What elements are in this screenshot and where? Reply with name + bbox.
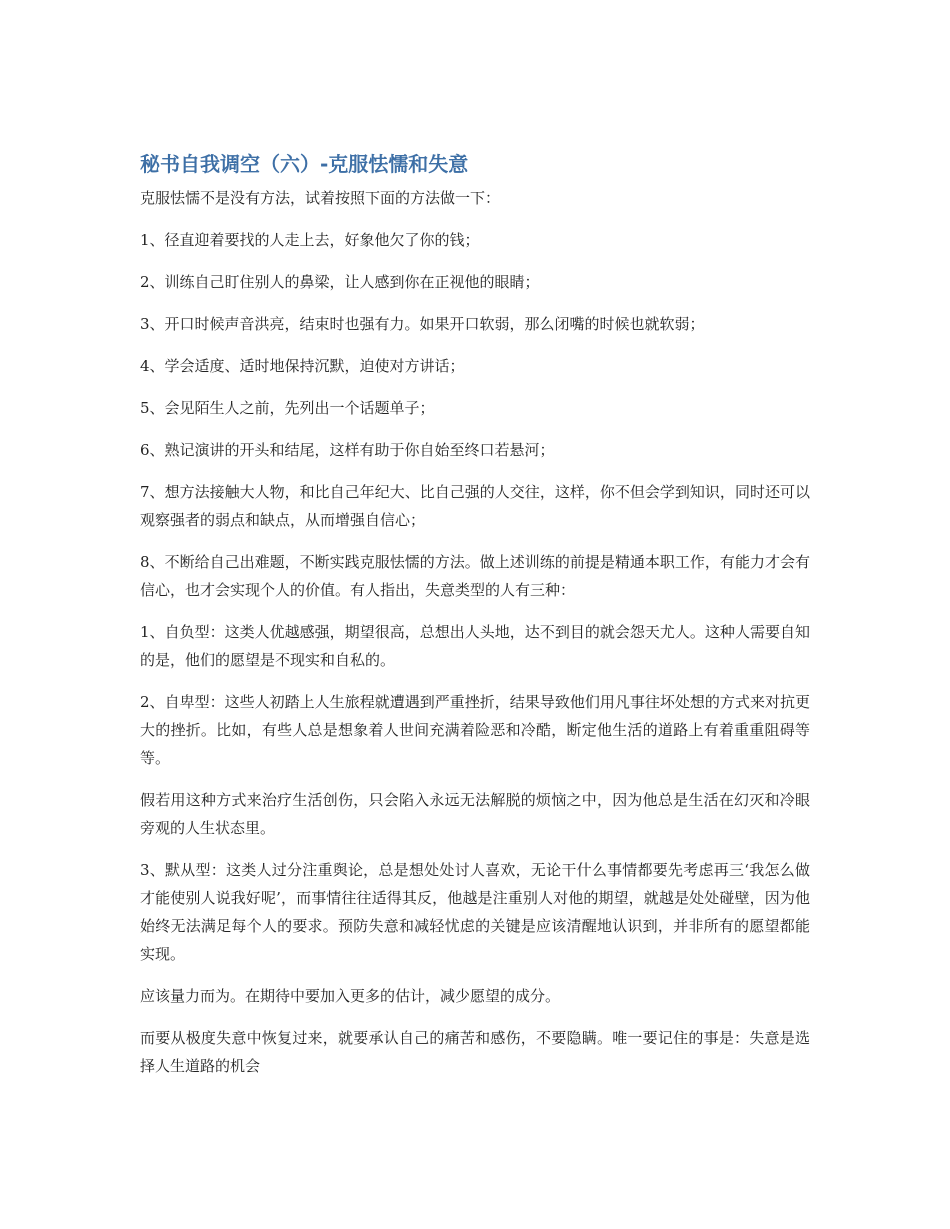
paragraph-inferior-note: 假若用这种方式来治疗生活创伤，只会陷入永远无法解脱的烦恼之中，因为他总是生活在幻灭和冷眼旁观的人生状态里。 — [140, 791, 810, 837]
document-title: 秘书自我调空（六）-克服怯懦和失意 — [140, 152, 469, 176]
paragraph-type-conformist: 3、默从型：这类人过分注重舆论，总是想处处讨人喜欢，无论干什么事情都要先考虑再三‘我怎么做才能使别人说我好呢’，而事情往往适得其反，他越是注重别人对他的期望，就越是处处碰壁，因为他始终无法满足每个人的要求。预防失意和减轻忧虑的关键是应该清醒地认识到，并非所有的愿望都能实现。 — [140, 861, 810, 963]
paragraph-tip-2: 2、训练自己盯住别人的鼻梁，让人感到你在正视他的眼睛； — [140, 273, 540, 291]
paragraph-tip-7: 7、想方法接触大人物，和比自己年纪大、比自己强的人交往，这样，你不但会学到知识，同时还可以观察强者的弱点和缺点，从而增强自信心； — [140, 483, 810, 529]
paragraph-tip-3: 3、开口时候声音洪亮，结束时也强有力。如果开口软弱，那么闭嘴的时候也就软弱； — [140, 315, 705, 333]
paragraph-type-inferior: 2、自卑型：这些人初踏上人生旅程就遭遇到严重挫折，结果导致他们用凡事往坏处想的方式来对抗更大的挫折。比如，有些人总是想象着人世间充满着险恶和冷酷，断定他生活的道路上有着重重阻碍等等。 — [140, 693, 810, 767]
paragraph-conclusion: 而要从极度失意中恢复过来，就要承认自己的痛苦和感伤，不要隐瞒。唯一要记住的事是：失意是选择人生道路的机会 — [140, 1029, 810, 1075]
paragraph-tip-1: 1、径直迎着要找的人走上去，好象他欠了你的钱； — [140, 231, 480, 249]
paragraph-tip-6: 6、熟记演讲的开头和结尾，这样有助于你自始至终口若悬河； — [140, 441, 555, 459]
paragraph-intro: 克服怯懦不是没有方法，试着按照下面的方法做一下： — [140, 189, 501, 207]
paragraph-advice: 应该量力而为。在期待中要加入更多的估计，减少愿望的成分。 — [140, 987, 561, 1005]
paragraph-tip-4: 4、学会适度、适时地保持沉默，迫使对方讲话； — [140, 357, 465, 375]
paragraph-tip-8: 8、不断给自己出难题，不断实践克服怯懦的方法。做上述训练的前提是精通本职工作，有能力才会有信心，也才会实现个人的价值。有人指出，失意类型的人有三种： — [140, 553, 810, 599]
document-page — [140, 150, 810, 1094]
paragraph-type-conceited: 1、自负型：这类人优越感强，期望很高，总想出人头地，达不到目的就会怨天尤人。这种人需要自知的是，他们的愿望是不现实和自私的。 — [140, 623, 810, 669]
paragraph-tip-5: 5、会见陌生人之前，先列出一个话题单子； — [140, 399, 435, 417]
